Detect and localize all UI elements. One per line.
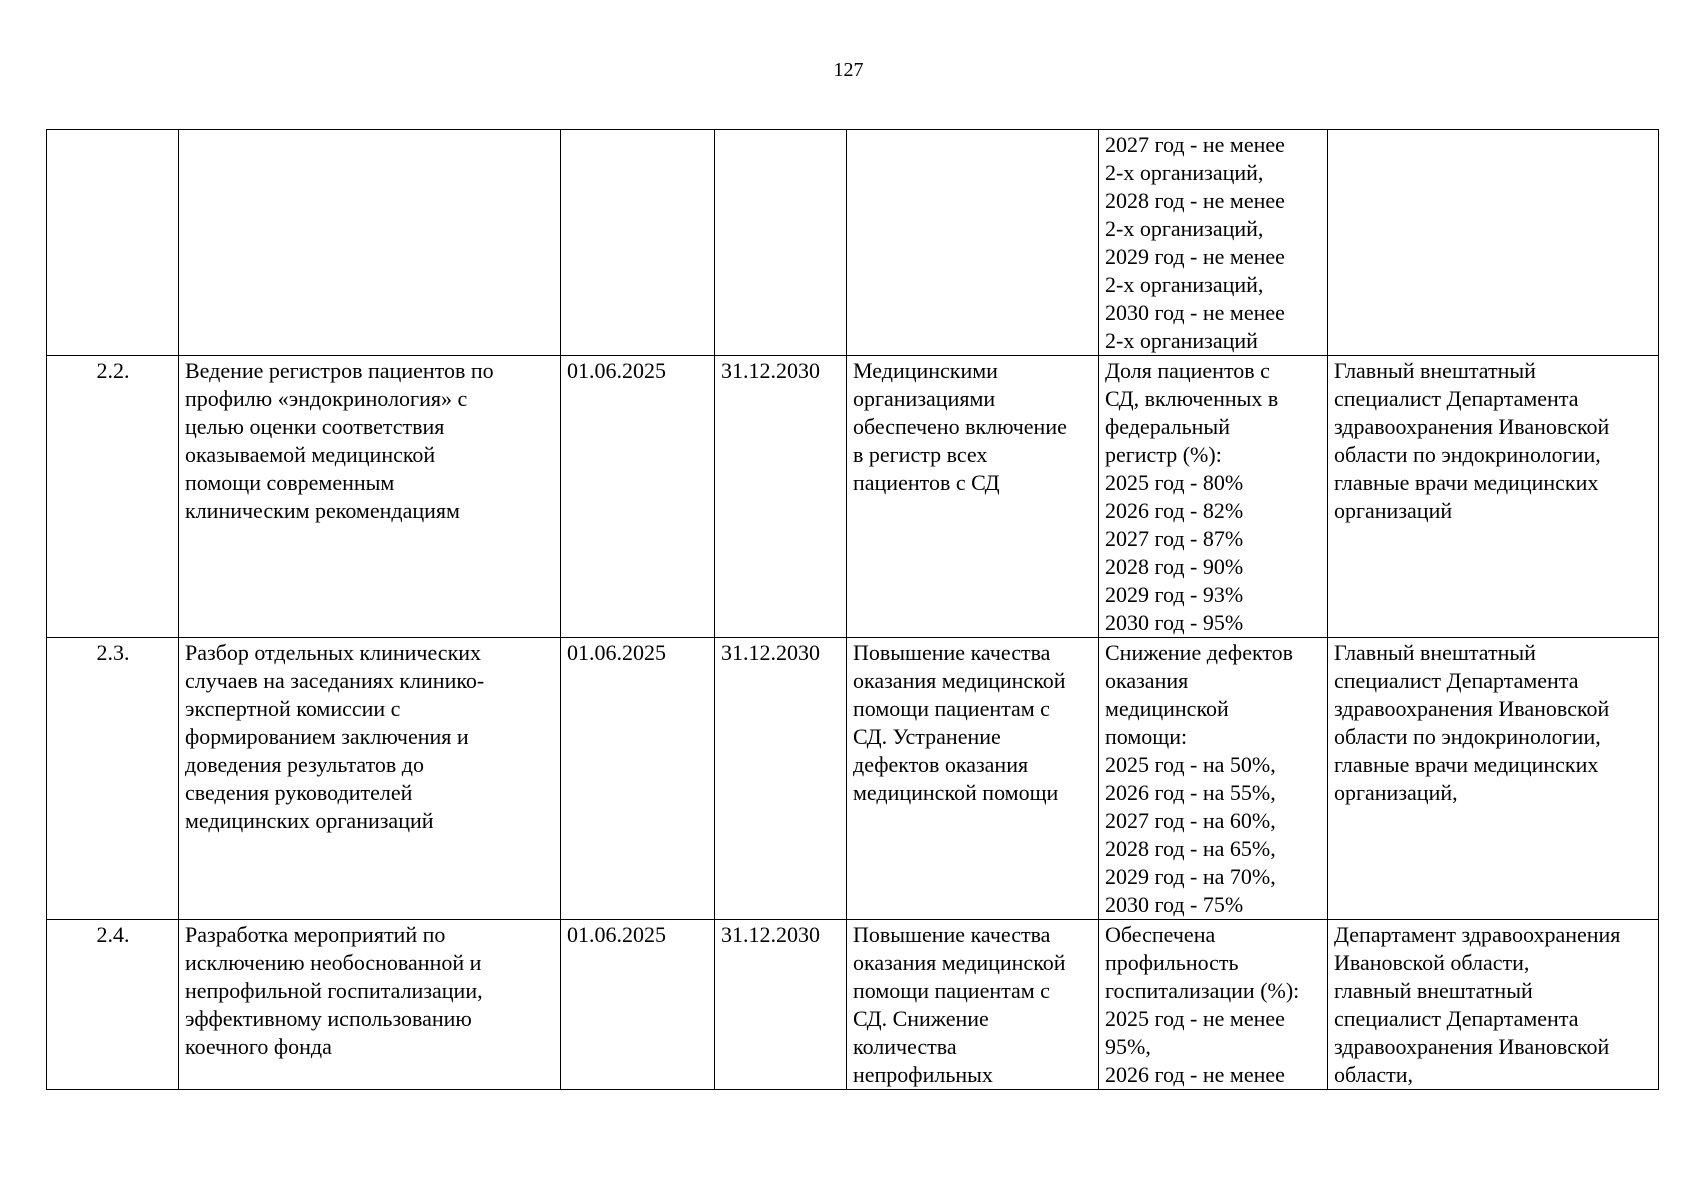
item-number-cell: 2.3. <box>47 638 179 920</box>
responsible-cell: Главный внештатный специалист Департамента здравоохранения Ивановской области по эндокринологии, главные врачи медицинских организаций <box>1328 356 1659 638</box>
responsible-cell: Департамент здравоохранения Ивановской области, главный внештатный специалист Департамента здравоохранения Ивановской области, <box>1328 920 1659 1090</box>
start-date-cell: 01.06.2025 <box>561 638 715 920</box>
responsible-cell: Главный внештатный специалист Департамента здравоохранения Ивановской области по эндокринологии, главные врачи медицинских организаций, <box>1328 638 1659 920</box>
result-cell: Повышение качества оказания медицинской помощи пациентам с СД. Снижение количества непрофильных <box>847 920 1099 1090</box>
start-date-cell <box>561 130 715 356</box>
item-number-cell: 2.4. <box>47 920 179 1090</box>
end-date-cell: 31.12.2030 <box>715 638 847 920</box>
result-cell <box>847 130 1099 356</box>
indicator-cell: 2027 год - не менее 2-х организаций, 2028 год - не менее 2-х организаций, 2029 год - не менее 2-х организаций, 2030 год - не менее 2-х организаций <box>1099 130 1328 356</box>
start-date-cell: 01.06.2025 <box>561 356 715 638</box>
indicator-cell: Доля пациентов с СД, включенных в федеральный регистр (%): 2025 год - 80% 2026 год - 82% 2027 год - 87% 2028 год - 90% 2029 год - 93% 2030 год - 95% <box>1099 356 1328 638</box>
indicator-cell: Снижение дефектов оказания медицинской помощи: 2025 год - на 50%, 2026 год - на 55%, 2027 год - на 60%, 2028 год - на 65%, 2029 год - на 70%, 2030 год - 75% <box>1099 638 1328 920</box>
end-date-cell: 31.12.2030 <box>715 920 847 1090</box>
plan-table <box>46 129 1659 1090</box>
item-number-cell: 2.2. <box>47 356 179 638</box>
table-row <box>47 638 1659 920</box>
start-date-cell: 01.06.2025 <box>561 920 715 1090</box>
responsible-cell <box>1328 130 1659 356</box>
activity-cell <box>179 130 561 356</box>
activity-cell: Ведение регистров пациентов по профилю «эндокринология» с целью оценки соответствия оказываемой медицинской помощи современным клиническим рекомендациям <box>179 356 561 638</box>
page-number: 127 <box>833 59 864 81</box>
result-cell: Медицинскими организациями обеспечено включение в регистр всех пациентов с СД <box>847 356 1099 638</box>
table-row <box>47 130 1659 356</box>
item-number-cell <box>47 130 179 356</box>
activity-cell: Разбор отдельных клинических случаев на заседаниях клинико- экспертной комиссии с формированием заключения и доведения результатов до сведения руководителей медицинских организаций <box>179 638 561 920</box>
result-cell: Повышение качества оказания медицинской помощи пациентам с СД. Устранение дефектов оказания медицинской помощи <box>847 638 1099 920</box>
end-date-cell <box>715 130 847 356</box>
activity-cell: Разработка мероприятий по исключению необоснованной и непрофильной госпитализации, эффективному использованию коечного фонда <box>179 920 561 1090</box>
end-date-cell: 31.12.2030 <box>715 356 847 638</box>
table-row <box>47 920 1659 1090</box>
table-row <box>47 356 1659 638</box>
indicator-cell: Обеспечена профильность госпитализации (%): 2025 год - не менее 95%, 2026 год - не менее <box>1099 920 1328 1090</box>
